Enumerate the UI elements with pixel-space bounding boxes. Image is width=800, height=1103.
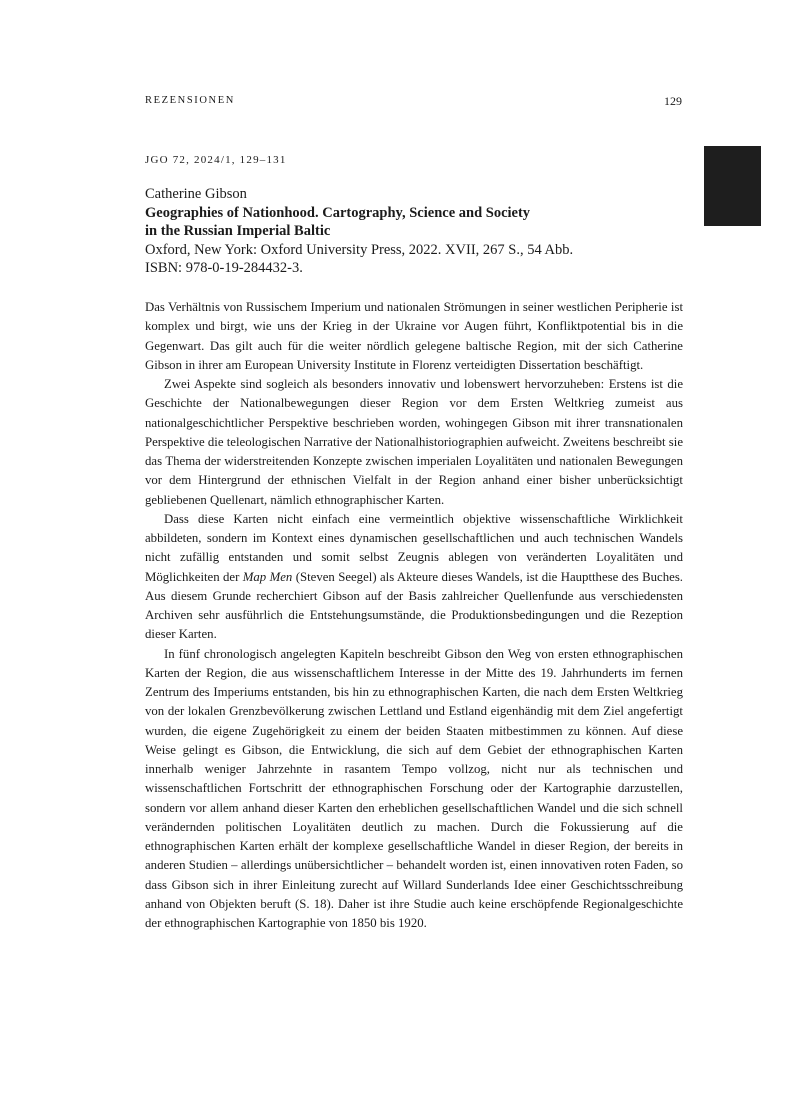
book-title-line-1: Geographies of Nationhood. Cartography, Science and Society xyxy=(145,204,531,221)
book-publisher: Oxford, New York: Oxford University Press, 2022. XVII, 267 S., 54 Abb. xyxy=(145,241,574,258)
section-thumb-tab xyxy=(704,146,761,226)
paragraph-4: In fünf chronologisch angelegten Kapiteln beschreibt Gibson den Weg von ersten ethnographischen Karten der Region, die aus wissenschaftlichem Interesse in der Mitte des 19. Jahrhunderts im fernen Zentrum des Imperiums entstanden, bis hin zu ethnographischen Karten, die nach dem Ersten Weltkrieg von der lokalen Grenzbevölkerung zwischen Lettland und Estland eigenhändig mit dem Ziel angefertigt wurden, die eigene Zugehörigkeit zu einem der beiden Staaten mitbestimmen zu können. Auf diese Weise gelingt es Gibson, die Entwicklung, die sich auf dem Gebiet der ethnographischen Karten innerhalb weniger Jahrzehnte in rasantem Tempo vollzog, nicht nur als technischen und wissenschaftlichen Fortschritt der ethnographischen Forschung oder der Kartographie darzustellen, sondern vor allem anhand dieser Karten den erheblichen gesellschaftlichen Wandel und die sich schnell verändernden politischen Loyalitäten deutlich zu machen. Durch die Fokussierung auf die ethnographischen Karten erhält der komplexe gesellschaftliche Wandel in dieser Region, der bereits in anderen Studien – allerdings unübersichtlicher – behandelt worden ist, einen innovativen roten Faden, so dass Gibson sich in ihrer Einleitung zurecht auf Willard Sunderlands Idee einer Geschichtsschreibung anhand von Objekten beruft (S. 18). Daher ist ihre Studie auch keine erschöpfende Regionalgeschichte der ethnographischen Kartographie von 1850 bis 1920. xyxy=(145,646,683,930)
paragraph-1: Das Verhältnis von Russischem Imperium und nationalen Strömungen in seiner westlichen Peripherie ist komplex und birgt, wie uns der Krieg in der Ukraine vor Augen führt, Konfliktpotential bis in die Gegenwart. Das gilt auch für die weiter nördlich gelegene baltische Region, mit der sich Catherine Gibson in ihrer am European University Institute in Florenz verteidigten Dissertation beschäftigt. xyxy=(145,300,683,372)
book-title-line-2: in the Russian Imperial Baltic xyxy=(145,223,331,240)
book-author: Catherine Gibson xyxy=(145,186,247,202)
paragraph-3 xyxy=(145,510,683,645)
paragraph-3-italic: Map Men xyxy=(242,569,293,584)
running-head: REZENSIONEN xyxy=(145,95,235,106)
book-reference xyxy=(145,185,685,278)
paragraph-3-part-1: Dass diese Karten nicht einfach eine vermeintlich objektive wissenschaftliche Wirklichkeit abbildeten, sondern im Kontext eines dynamischen gesellschaftlichen und auch technischen Wandels nicht zufällig entstanden und somit selbst Zeugnis ablegen von veränderten Loyalitäten und Möglichkeiten der xyxy=(145,511,683,584)
journal-citation: JGO 72, 2024/1, 129–131 xyxy=(145,154,287,166)
page-number: 129 xyxy=(664,94,682,108)
review-body xyxy=(145,298,683,933)
paragraph-3-part-2: (Steven Seegel) als Akteure dieses Wandels, ist die Hauptthese des Buches. Aus diesem Grunde recherchiert Gibson auf der Basis zahlreicher Quellenfunde aus verschiedensten Archiven sehr ausführlich die Entstehungsumstände, die Produktionsbedingungen und die Rezeption dieser Karten. xyxy=(145,569,683,642)
book-isbn: ISBN: 978-0-19-284432-3. xyxy=(145,260,303,277)
paragraph-2: Zwei Aspekte sind sogleich als besonders innovativ und lobenswert hervorzuheben: Erstens ist die Geschichte der Nationalbewegungen dieser Region vor dem Ersten Weltkrieg zumeist aus nationalgeschichtlicher Perspektive beschrieben worden, wohingegen Gibson mit ihrer transnationalen Perspektive die teleologischen Narrative der Nationalhistoriographien aufweicht. Zweitens beschreibt sie das Thema der widerstreitenden Konzepte zwischen imperialen Loyalitäten und nationalen Bewegungen vor dem Hintergrund der ethnischen Vielfalt in der Region anhand einer bisher unberücksichtigt gebliebenen Quellenart, nämlich ethnographischer Karten. xyxy=(145,377,683,507)
